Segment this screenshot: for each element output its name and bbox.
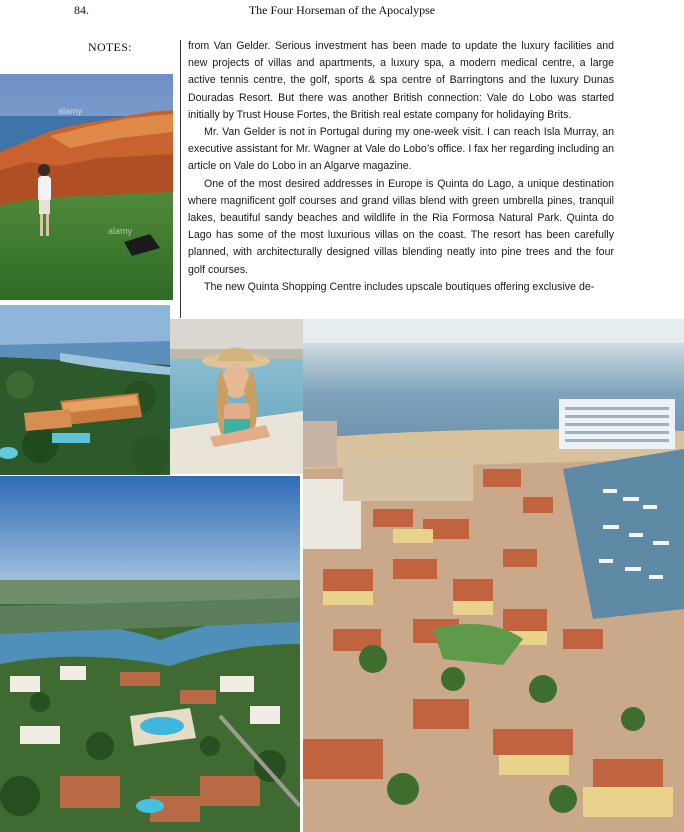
aerial-hotel-photo xyxy=(0,305,170,475)
paragraph: The new Quinta Shopping Centre includes upscale boutiques offering exclusive de- xyxy=(204,280,595,293)
paragraph: Mr. Van Gelder is not in Portugal during my one-week visit. I can reach Isla Murray, an executive assistant for Mr. Wagner at Vale do Lobo’s office. I fax her regarding including an article on Vale do Lobo in an Algarve magazine. xyxy=(188,126,614,173)
running-title: The Four Horseman of the Apocalypse xyxy=(248,3,436,17)
body-text xyxy=(188,38,614,296)
golf-cliff-photo xyxy=(0,74,173,300)
margin-rule xyxy=(180,40,181,318)
pool-woman-photo xyxy=(170,319,303,474)
page-number: 84. xyxy=(74,3,89,17)
lagoon-resort-photo xyxy=(0,476,300,832)
svg-text:alamy: alamy xyxy=(58,106,83,116)
notes-label: NOTES: xyxy=(88,40,132,54)
paragraph: One of the most desired addresses in Europe is Quinta do Lago, a unique destination where magnificent golf courses and grand villas blend with green umbrella pines, tranquil lakes, beautiful sandy beaches and wildlife in the Ria Formosa Natural Park. Quinta do Lago has some of the most luxurious villas on the coast. The resort has been carefully planned, with architecturally designed villas blending neatly into pine trees and the four golf courses. xyxy=(188,177,614,276)
paragraph: from Van Gelder. Serious investment has been made to update the luxury facilities and new projects of villas and apartments, a luxury spa, a modern medical centre, a large active tennis centre, the golf, sports & spa centre of Barringtons and the luxury Dunas Douradas Resort. But there was another British connection: Vale do Lobo was started initially by Trust House Fortes, the British real estate company for holidaying Brits. xyxy=(188,40,614,121)
marina-aerial-photo xyxy=(303,319,684,832)
svg-text:alamy: alamy xyxy=(108,226,133,236)
